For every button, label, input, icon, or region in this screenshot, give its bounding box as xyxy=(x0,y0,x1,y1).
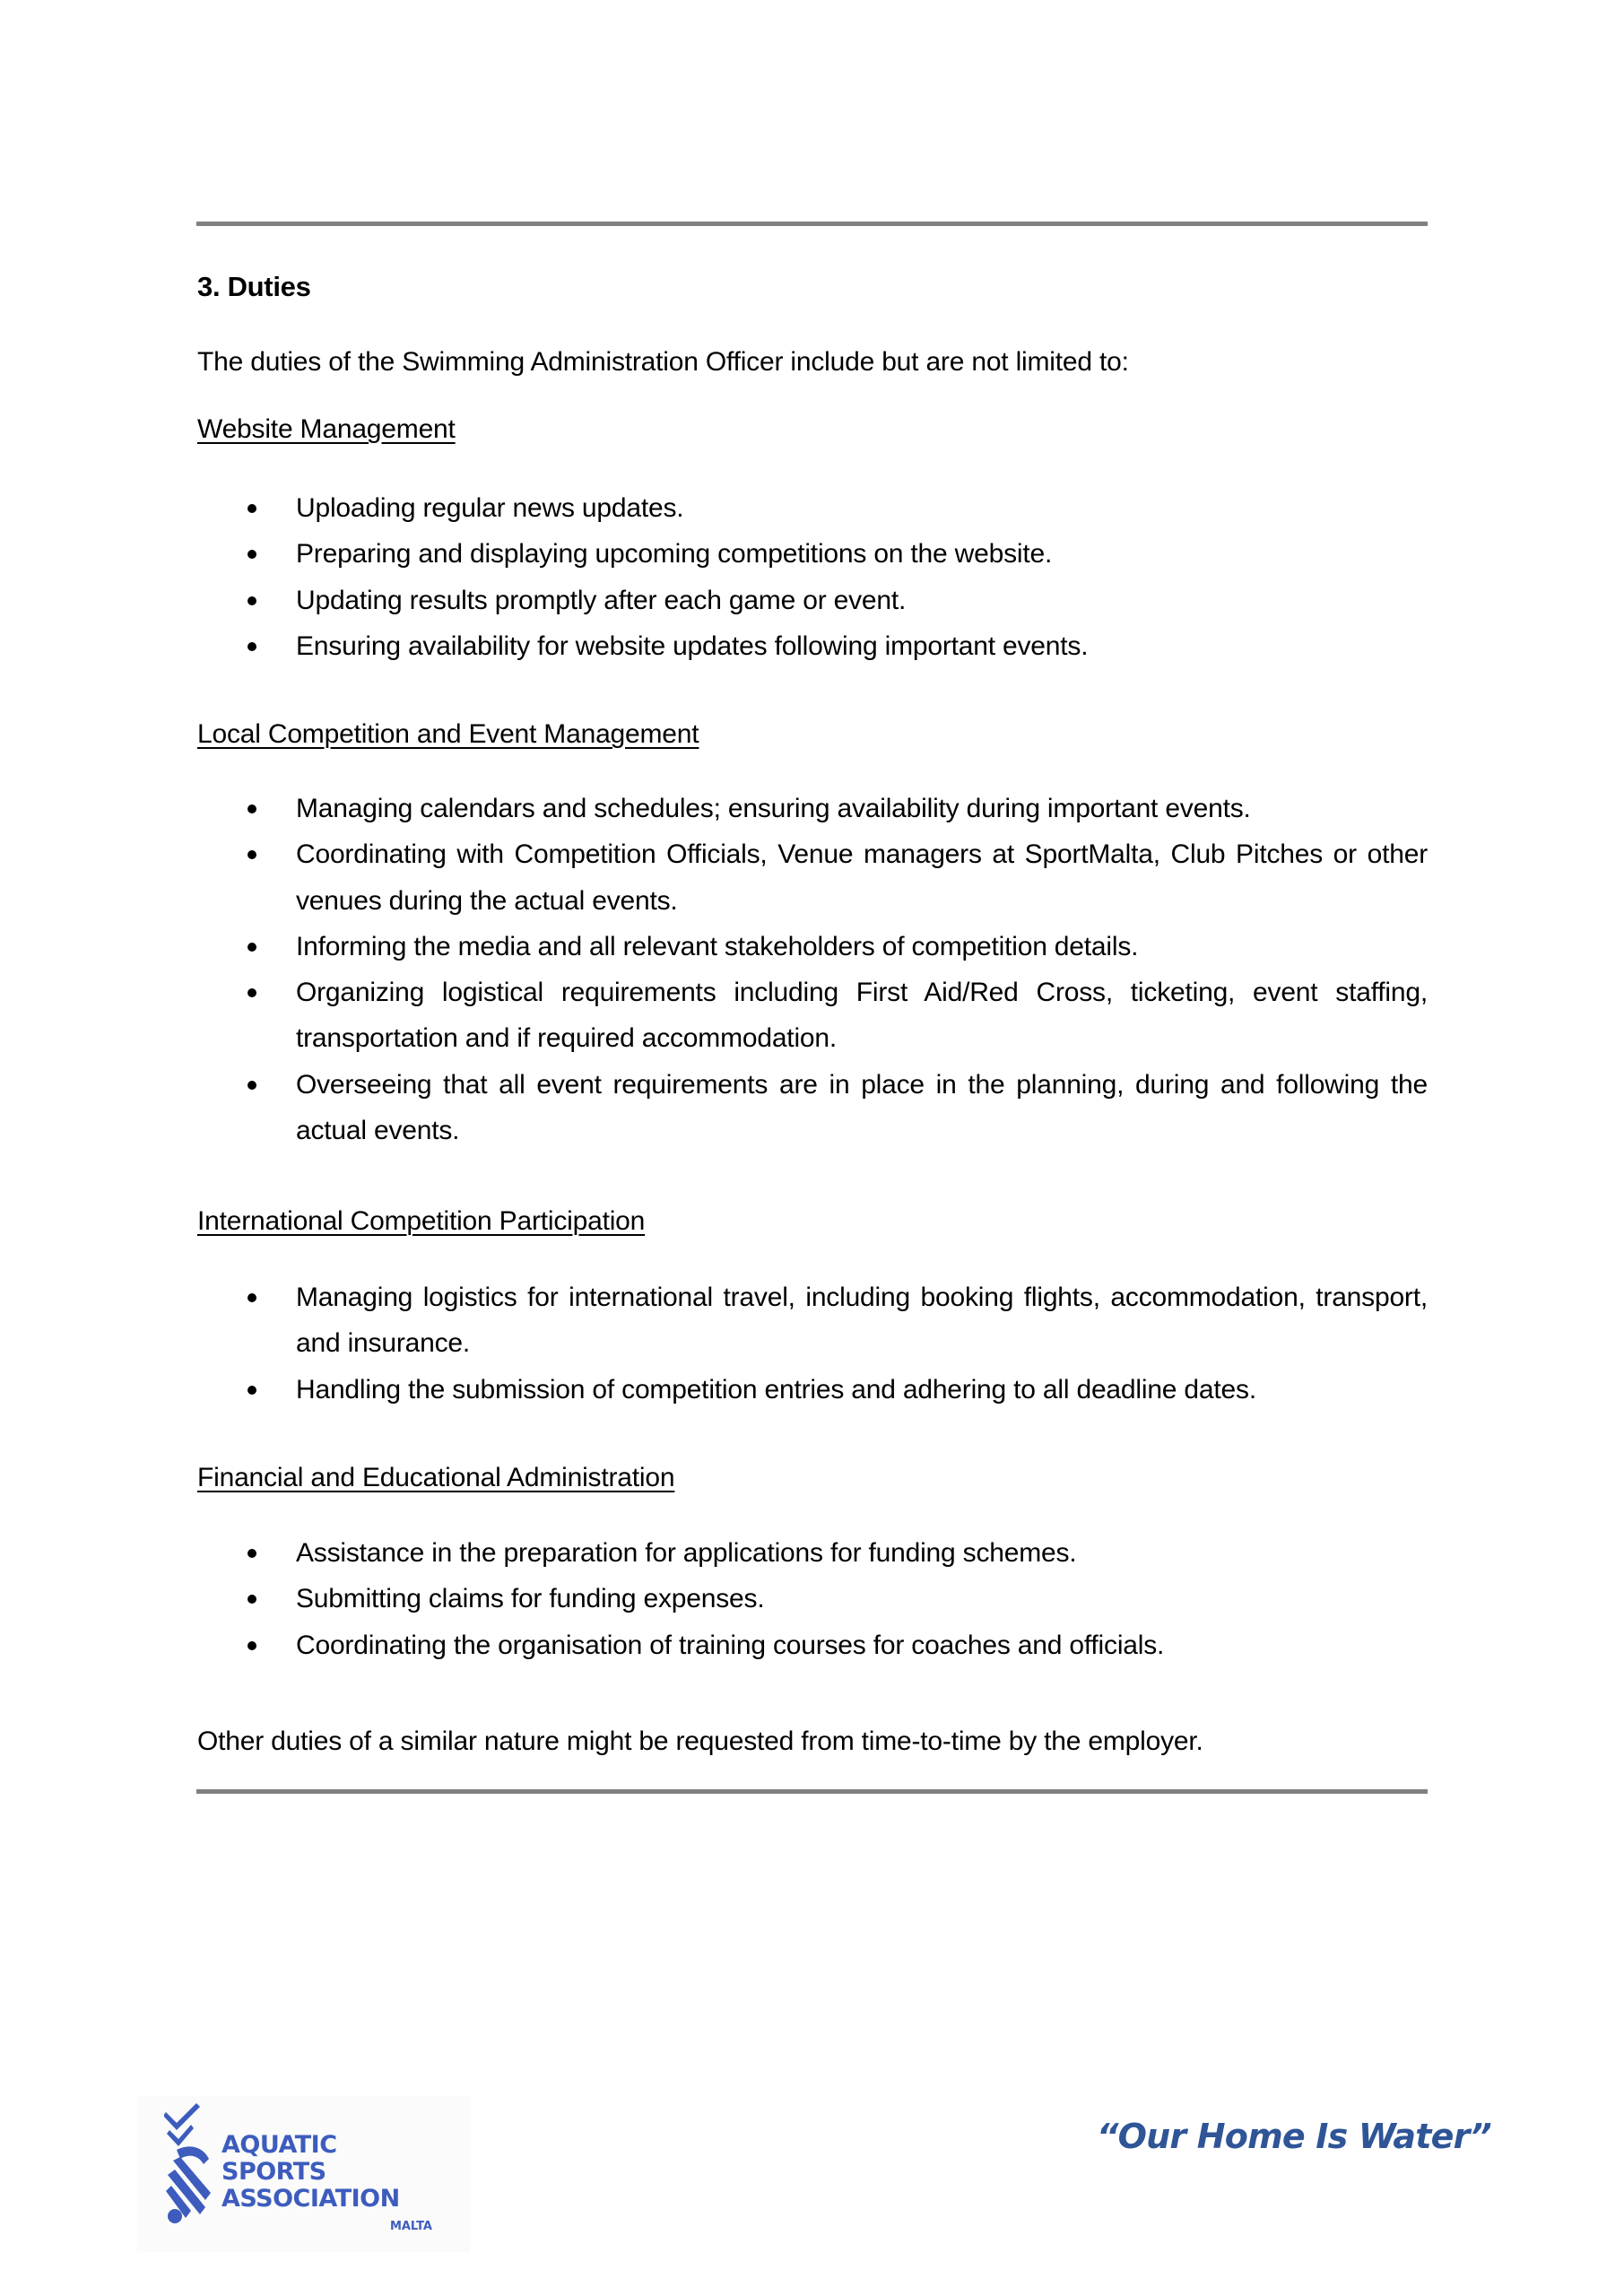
list-item: Coordinating the organisation of training courses for coaches and officials. xyxy=(197,1622,1428,1668)
bullet-icon xyxy=(248,1641,256,1650)
financial-administration-list xyxy=(197,1530,1428,1668)
subheading-financial-administration: Financial and Educational Administration xyxy=(197,1463,675,1492)
association-logo xyxy=(137,2096,470,2252)
bullet-icon xyxy=(248,850,256,859)
logo-line-association: ASSOCIATION xyxy=(221,2185,400,2213)
list-item: Handling the submission of competition entries and adhering to all deadline dates. xyxy=(197,1367,1428,1413)
subheading-local-competition: Local Competition and Event Management xyxy=(197,719,699,749)
bullet-icon xyxy=(248,1081,256,1090)
list-item: Submitting claims for funding expenses. xyxy=(197,1576,1428,1622)
list-item: Managing logistics for international travel, including booking flights, accommodation, transport, and insurance. xyxy=(197,1274,1428,1367)
bullet-icon xyxy=(248,596,256,605)
logo-line-malta: MALTA xyxy=(389,2220,432,2233)
bullet-icon xyxy=(248,988,256,997)
bullet-icon xyxy=(248,943,256,952)
list-item: Updating results promptly after each game or event. xyxy=(197,578,1428,623)
logo-line-sports: SPORTS xyxy=(221,2158,326,2186)
website-management-list xyxy=(197,485,1428,669)
logo-line-aquatic: AQUATIC xyxy=(221,2131,337,2159)
local-competition-list xyxy=(197,786,1428,1153)
bottom-divider xyxy=(196,1789,1428,1794)
bullet-icon xyxy=(248,504,256,513)
bullet-icon xyxy=(248,1549,256,1558)
list-item: Managing calendars and schedules; ensuring availability during important events. xyxy=(197,786,1428,831)
bullet-icon xyxy=(248,550,256,559)
list-item: Assistance in the preparation for applications for funding schemes. xyxy=(197,1530,1428,1576)
bullet-icon xyxy=(248,804,256,813)
list-item: Uploading regular news updates. xyxy=(197,485,1428,531)
list-item: Overseeing that all event requirements are in place in the planning, during and following the actual events. xyxy=(197,1062,1428,1154)
swimmer-s-logo-icon xyxy=(164,2103,218,2229)
closing-paragraph: Other duties of a similar nature might be requested from time-to-time by the employer. xyxy=(197,1726,1203,1756)
bullet-icon xyxy=(248,642,256,651)
section-title: 3. Duties xyxy=(197,271,311,302)
bullet-icon xyxy=(248,1386,256,1395)
tagline: “Our Home Is Water” xyxy=(1097,2117,1491,2156)
intro-paragraph: The duties of the Swimming Administration Officer include but are not limited to: xyxy=(197,347,1129,377)
bullet-icon xyxy=(248,1595,256,1604)
top-divider xyxy=(196,222,1428,226)
list-item: Organizing logistical requirements including First Aid/Red Cross, ticketing, event staffing, transportation and if required accommodation. xyxy=(197,970,1428,1062)
subheading-international-competition: International Competition Participation xyxy=(197,1206,646,1236)
international-competition-list xyxy=(197,1274,1428,1413)
list-item: Preparing and displaying upcoming competitions on the website. xyxy=(197,531,1428,577)
bullet-icon xyxy=(248,1293,256,1302)
list-item: Informing the media and all relevant stakeholders of competition details. xyxy=(197,924,1428,970)
list-item: Ensuring availability for website updates following important events. xyxy=(197,623,1428,669)
list-item: Coordinating with Competition Officials, Venue managers at SportMalta, Club Pitches or other venues during the actual events. xyxy=(197,831,1428,924)
subheading-website-management: Website Management xyxy=(197,414,456,444)
